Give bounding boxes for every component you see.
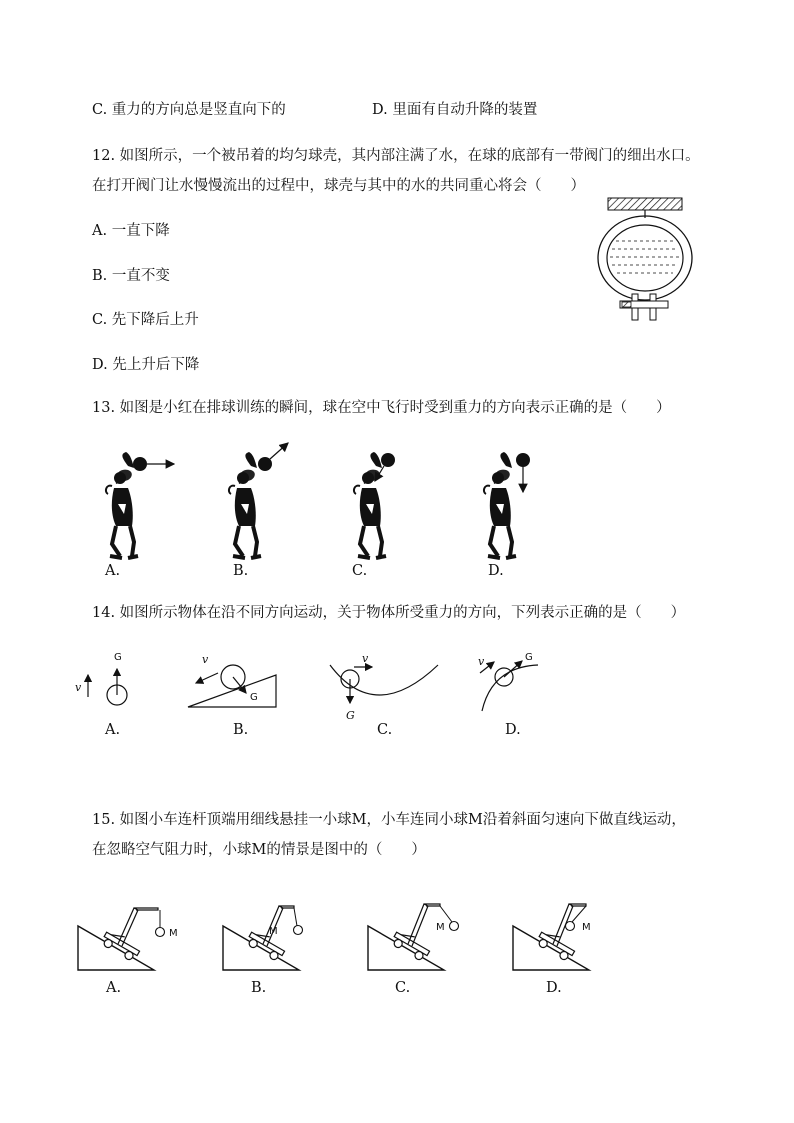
q12-option-a: A. 一直下降 [92, 223, 170, 239]
q12-option-c: C. 先下降后上升 [92, 312, 199, 328]
q15-ball-b [294, 926, 303, 935]
q15-c-m-label: M [436, 922, 445, 933]
q13-player-b [229, 452, 261, 558]
q13-ball-c [381, 453, 395, 467]
q12-stem-line1: 12. 如图所示，一个被吊着的均匀球壳，其内部注满了水，在球的底部有一带阀门的细出水口。 [92, 148, 700, 164]
q13-ball-a [133, 457, 147, 471]
q12-option-d: D. 先上升后下降 [92, 357, 200, 373]
q13-label-c: C. [352, 563, 368, 579]
q15-label-a: A. [106, 980, 122, 996]
q13-player-c [354, 452, 386, 558]
q15-d-m-label: M [582, 922, 591, 933]
q14-d-g-label: G [525, 652, 533, 663]
q14-label-d: D. [505, 722, 521, 738]
q11-option-d: D. 里面有自动升降的装置 [372, 102, 538, 118]
q14-a-v-label: v [75, 681, 82, 694]
q15-stem-line1: 15. 如图小车连杆顶端用细线悬挂一小球M，小车连同小球M沿着斜面匀速向下做直线运动， [92, 812, 686, 828]
q15-label-d: D. [546, 980, 562, 996]
q15-ball-a [156, 928, 165, 937]
q14-c-v-label: v [362, 652, 369, 665]
q14-d-v-label: v [478, 655, 485, 668]
q14-a-g-label: G [114, 652, 122, 663]
q14-motion-figures [70, 645, 560, 725]
q14-label-b: B. [233, 722, 249, 738]
q14-label-c: C. [377, 722, 393, 738]
q14-stem: 14. 如图所示物体在沿不同方向运动，关于物体所受重力的方向，下列表示正确的是（ ） [92, 605, 686, 621]
q15-ball-c [450, 922, 459, 931]
q12-option-b: B. 一直不变 [92, 268, 170, 284]
q15-stem-line2: 在忽略空气阻力时，小球M的情景是图中的（ ） [92, 842, 426, 858]
q13-player-a [106, 452, 138, 558]
q13-volleyball-figures [90, 436, 570, 580]
q13-stem: 13. 如图是小红在排球训练的瞬间，球在空中飞行时受到重力的方向表示正确的是（ ） [92, 400, 671, 416]
q14-incline-b [188, 675, 276, 707]
q15-b-m-label: M [269, 926, 278, 937]
q13-player-d [484, 452, 516, 558]
q14-c-g-label: G [346, 709, 355, 722]
q14-label-a: A. [105, 722, 121, 738]
q14-b-v-label: v [202, 653, 209, 666]
q15-ball-d [566, 922, 575, 931]
q13-label-b: B. [233, 563, 249, 579]
q12-hanging-shell-figure [592, 196, 702, 326]
q15-cart-figures [72, 882, 612, 977]
q15-a-m-label: M [169, 928, 178, 939]
q15-cart-c [368, 926, 444, 970]
q15-cart-a [78, 926, 154, 970]
q13-ball-d [516, 453, 530, 467]
q14-curve-c [330, 665, 438, 695]
q12-stem-line2: 在打开阀门让水慢慢流出的过程中，球壳与其中的水的共同重心将会（ ） [92, 178, 585, 194]
q11-option-c: C. 重力的方向总是竖直向下的 [92, 102, 286, 118]
q13-ball-b [258, 457, 272, 471]
q13-label-d: D. [488, 563, 504, 579]
q15-label-b: B. [251, 980, 267, 996]
q15-cart-b [223, 926, 299, 970]
q15-cart-d [513, 926, 589, 970]
q15-label-c: C. [395, 980, 411, 996]
q13-label-a: A. [105, 563, 121, 579]
q14-b-g-label: G [250, 692, 258, 703]
